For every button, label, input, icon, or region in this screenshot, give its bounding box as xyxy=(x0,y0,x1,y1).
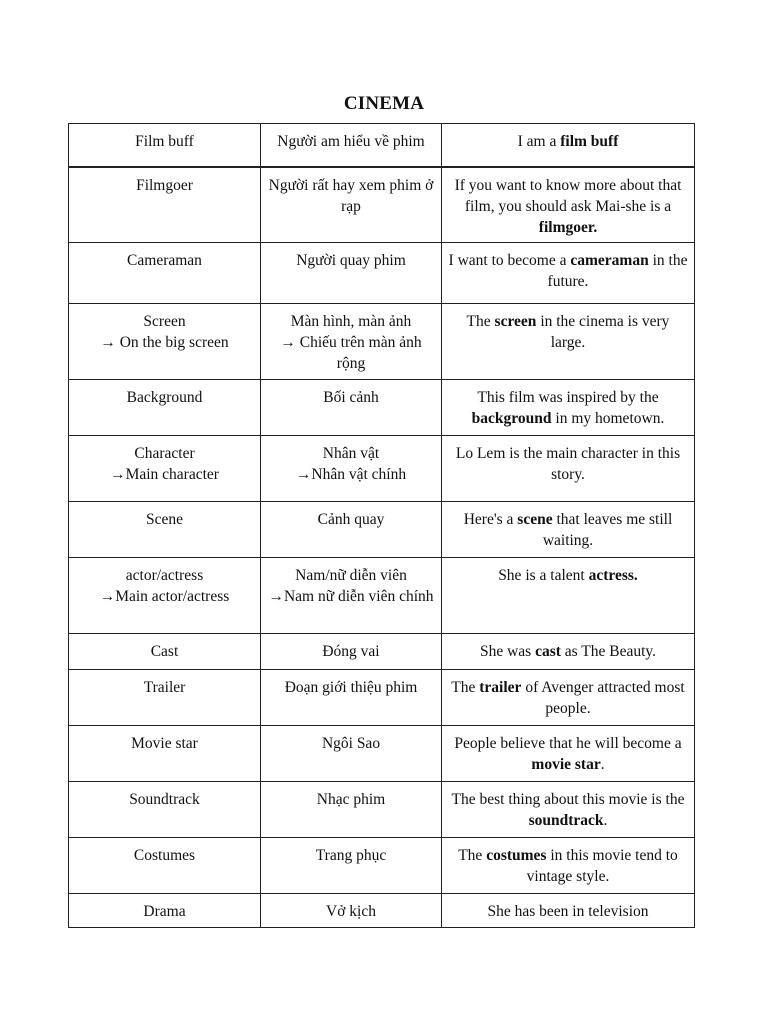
example-cell xyxy=(442,124,695,167)
example-text: . xyxy=(603,812,608,829)
term-cell xyxy=(69,838,261,894)
example-text: She has been in television xyxy=(487,903,649,920)
example-text: in this movie tend to vintage style. xyxy=(526,847,678,885)
example-cell xyxy=(442,502,695,558)
term-text: actor/actress xyxy=(125,567,204,584)
term-cell xyxy=(69,894,261,928)
table-row xyxy=(69,634,695,670)
example-cell xyxy=(442,558,695,634)
meaning-text: Người am hiểu về phim xyxy=(277,133,425,150)
table-row xyxy=(69,380,695,436)
term-text: Costumes xyxy=(133,847,196,864)
example-text: as The Beauty. xyxy=(560,643,657,660)
example-keyword: actress. xyxy=(588,567,638,584)
meaning-cell xyxy=(261,502,442,558)
term-text: Cameraman xyxy=(127,252,202,269)
term-cell xyxy=(69,726,261,782)
table-row xyxy=(69,243,695,304)
example-keyword: costumes xyxy=(486,847,547,864)
example-text: If you want to know more about that film, you should ask Mai-she is a xyxy=(454,176,682,215)
table-row xyxy=(69,894,695,928)
example-text: This film was inspired by the xyxy=(477,389,659,406)
example-cell xyxy=(442,726,695,782)
example-text: She is a talent xyxy=(498,567,589,584)
meaning-text: Người quay phim xyxy=(296,252,406,269)
term-cell xyxy=(69,304,261,380)
meaning-text: Màn hình, màn ảnh xyxy=(290,313,412,330)
table-row xyxy=(69,726,695,782)
term-text: Filmgoer xyxy=(136,176,193,194)
term-text: Soundtrack xyxy=(129,791,200,808)
example-cell xyxy=(442,436,695,502)
term-text: Trailer xyxy=(143,679,186,696)
term-subtext: → On the big screen xyxy=(100,334,229,351)
meaning-cell xyxy=(261,167,442,243)
example-text: The best thing about this movie is the xyxy=(451,791,685,808)
meaning-text: Bối cảnh xyxy=(323,389,379,406)
example-text: . xyxy=(600,756,605,773)
example-cell xyxy=(442,380,695,436)
example-text: The xyxy=(466,313,495,330)
example-keyword: scene xyxy=(517,511,553,528)
term-text: Film buff xyxy=(135,133,194,150)
meaning-text: Trang phục xyxy=(315,847,387,864)
example-keyword: soundtrack xyxy=(528,812,604,829)
term-text: Character xyxy=(134,445,195,462)
meaning-cell xyxy=(261,436,442,502)
term-cell xyxy=(69,243,261,304)
term-cell xyxy=(69,634,261,670)
table-row xyxy=(69,436,695,502)
meaning-text: Người rất hay xem phim ở rạp xyxy=(268,176,434,215)
example-keyword: cameraman xyxy=(570,252,649,269)
term-text: Movie star xyxy=(131,735,198,752)
example-text: in the future. xyxy=(547,252,688,290)
table-row xyxy=(69,782,695,838)
meaning-subtext: →Nam nữ diễn viên chính xyxy=(268,588,434,605)
term-text: Screen xyxy=(143,313,186,330)
meaning-text: Nhạc phim xyxy=(316,791,386,808)
meaning-text: Cảnh quay xyxy=(317,511,385,528)
meaning-text: Đóng vai xyxy=(322,643,380,660)
example-text: of Avenger attracted most people. xyxy=(521,679,685,717)
meaning-cell xyxy=(261,670,442,726)
term-cell xyxy=(69,782,261,838)
example-cell xyxy=(442,670,695,726)
example-text: in my hometown. xyxy=(551,410,665,427)
meaning-cell xyxy=(261,380,442,436)
example-text: that leaves me still waiting. xyxy=(542,511,673,549)
meaning-text: Nam/nữ diễn viên xyxy=(295,567,407,584)
table-row xyxy=(69,304,695,380)
example-cell xyxy=(442,167,695,243)
page-title: CINEMA xyxy=(343,93,425,114)
table-row xyxy=(69,167,695,243)
example-text: Here's a xyxy=(463,511,518,528)
example-text: Lo Lem is the main character in this story. xyxy=(455,445,681,483)
table-row xyxy=(69,502,695,558)
vocabulary-table xyxy=(68,123,695,928)
meaning-cell xyxy=(261,558,442,634)
example-text: The xyxy=(451,679,480,696)
meaning-cell xyxy=(261,124,442,167)
meaning-subtext: →Nhân vật chính xyxy=(295,466,407,483)
meaning-text: Vở kịch xyxy=(326,903,376,920)
vocabulary-table-body xyxy=(69,124,695,928)
meaning-cell xyxy=(261,304,442,380)
example-cell xyxy=(442,304,695,380)
term-cell xyxy=(69,502,261,558)
meaning-text: Ngôi Sao xyxy=(321,735,381,752)
example-keyword: background xyxy=(471,410,552,427)
term-text: Drama xyxy=(143,903,186,920)
example-keyword: movie star xyxy=(531,756,601,773)
example-keyword: trailer xyxy=(479,679,522,696)
meaning-cell xyxy=(261,782,442,838)
table-row xyxy=(69,558,695,634)
example-text: I want to become a xyxy=(448,252,571,269)
meaning-text: Nhân vật xyxy=(322,445,380,462)
term-cell xyxy=(69,380,261,436)
term-cell xyxy=(69,436,261,502)
term-text: Scene xyxy=(145,511,183,528)
meaning-cell xyxy=(261,634,442,670)
example-keyword: screen xyxy=(494,313,537,330)
meaning-cell xyxy=(261,726,442,782)
term-cell xyxy=(69,124,261,167)
example-text: The xyxy=(458,847,487,864)
term-subtext: →Main actor/actress xyxy=(99,588,230,605)
example-text: I am a xyxy=(517,133,561,150)
term-subtext: →Main character xyxy=(110,466,219,483)
term-cell xyxy=(69,670,261,726)
example-cell xyxy=(442,838,695,894)
example-cell xyxy=(442,243,695,304)
example-text: People believe that he will become a xyxy=(454,735,682,752)
meaning-subtext: → Chiếu trên màn ảnh rộng xyxy=(280,334,422,372)
example-cell xyxy=(442,634,695,670)
term-cell xyxy=(69,167,261,243)
example-keyword: film buff xyxy=(560,133,619,150)
meaning-text: Đoạn giới thiệu phim xyxy=(284,679,418,696)
example-cell xyxy=(442,894,695,928)
table-row xyxy=(69,670,695,726)
meaning-cell xyxy=(261,243,442,304)
term-text: Background xyxy=(126,389,203,406)
example-text: in the cinema is very large. xyxy=(536,313,670,351)
example-keyword: filmgoer. xyxy=(538,218,598,236)
table-row xyxy=(69,838,695,894)
meaning-cell xyxy=(261,894,442,928)
table-row xyxy=(69,124,695,167)
example-keyword: cast xyxy=(535,643,561,660)
meaning-cell xyxy=(261,838,442,894)
term-cell xyxy=(69,558,261,634)
example-text: She was xyxy=(479,643,536,660)
term-text: Cast xyxy=(150,643,179,660)
example-cell xyxy=(442,782,695,838)
